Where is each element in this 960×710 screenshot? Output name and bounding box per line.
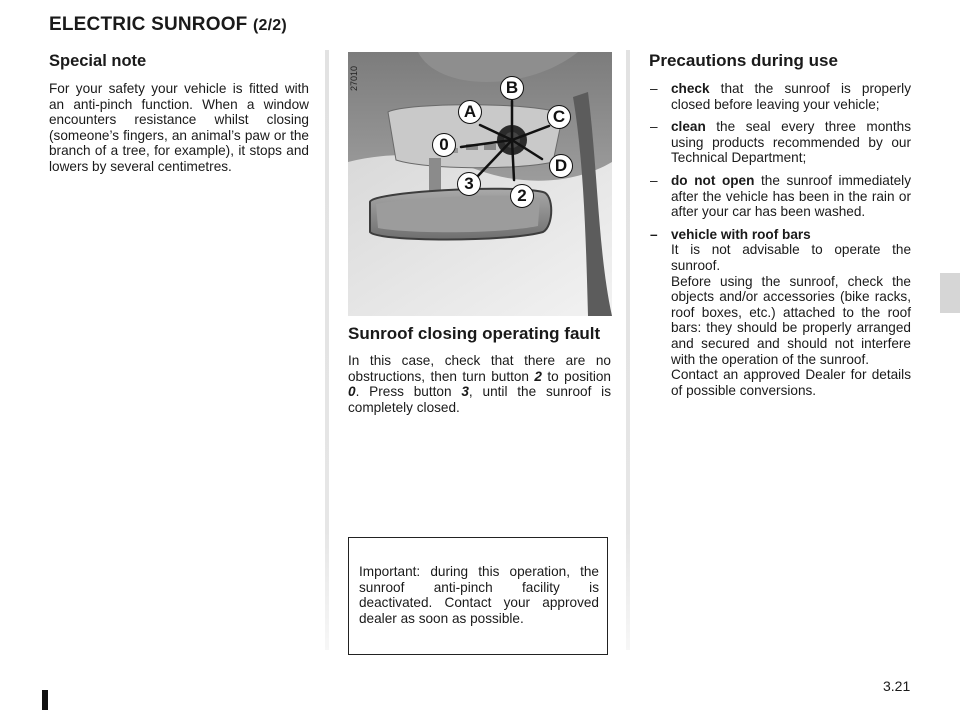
special-note-heading: Special note: [49, 52, 147, 70]
precautions-section: [649, 51, 911, 405]
page-number: 3.21: [883, 678, 911, 694]
precautions-heading: Precautions during use: [649, 51, 838, 70]
page-title-text: ELECTRIC SUNROOF: [49, 14, 248, 35]
precaution-item-check: – check that the sunroof is properly closed before leaving your vehicle;: [650, 81, 911, 112]
column-divider-left: [325, 50, 329, 650]
precaution-item-roof-bars: – vehicle with roof bars It is not advisable to operate the sunroof. Before using the sunroof, check the objects and/or accessories (bike racks, roof boxes, etc.) attached to the roof bars: they should be properly arranged and secured and should not interfere with the operation of the sunroof. Contact an approved Dealer for details of possible conversions.: [650, 226, 911, 398]
callout-c: C: [547, 105, 571, 129]
callout-0: 0: [432, 133, 456, 157]
button-3-ref: 3: [461, 384, 469, 400]
callout-3: 3: [457, 172, 481, 196]
corner-mark: [42, 690, 48, 710]
special-note-section: [49, 51, 309, 175]
page-title: [49, 14, 287, 36]
important-note-box: [348, 537, 608, 655]
callout-b: B: [500, 76, 524, 100]
figure-id: 27010: [349, 65, 359, 91]
closing-fault-section: [348, 323, 611, 415]
button-2-ref: 2: [534, 368, 542, 384]
callout-2: 2: [510, 184, 534, 208]
page-title-suffix: (2/2): [252, 17, 287, 34]
precautions-list: [649, 81, 911, 398]
important-note-text: Important: during this operation, the sunroof anti-pinch facility is deactivated. Contact your approved dealer as soon as possible.: [359, 564, 599, 626]
callout-d: D: [549, 154, 573, 178]
position-0-ref: 0: [348, 384, 356, 400]
closing-fault-text: In this case, check that there are no obstructions, then turn button 2 to position 0. Press button 3, until the sunroof is completely closed.: [348, 353, 611, 415]
precaution-item-do-not-open: – do not open the sunroof immediately after the vehicle has been in the rain or after your car has been washed.: [650, 172, 911, 220]
chapter-tab: [940, 273, 960, 313]
special-note-text: For your safety your vehicle is fitted with an anti-pinch function. When a window encounters resistance whilst closing (someone’s fingers, an animal’s paw or the branch of a tree, for example), it stops and lowers by several centimetres.: [49, 81, 309, 174]
column-divider-right: [626, 50, 630, 650]
callout-a: A: [458, 100, 482, 124]
closing-fault-heading: Sunroof closing operating fault: [348, 324, 601, 343]
precaution-item-clean: – clean the seal every three months using products recommended by our Technical Department;: [650, 119, 911, 166]
